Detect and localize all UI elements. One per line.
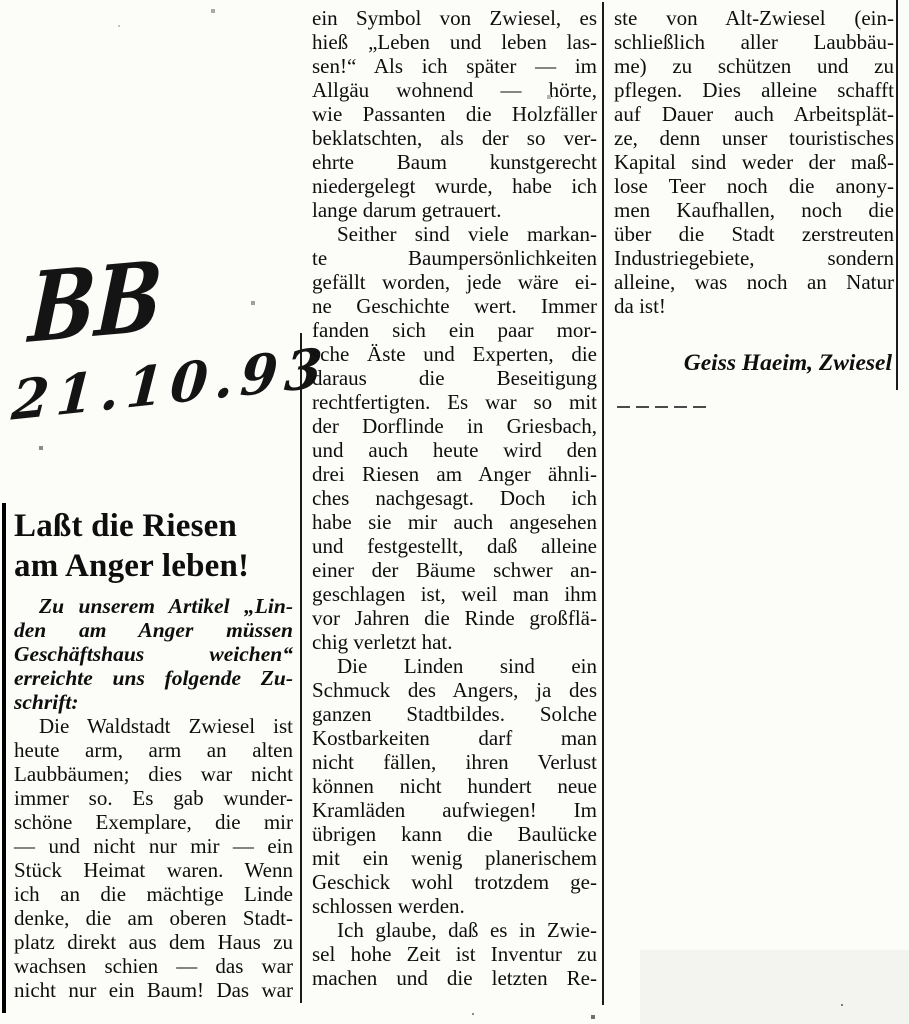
text-line: Laubbäumen; dies war nicht: [14, 762, 293, 786]
text-line: Geschäftshaus weichen“: [14, 642, 293, 666]
text-line: und festgestellt, daß alleine: [312, 534, 597, 558]
text-line: den am Anger müssen: [14, 618, 293, 642]
text-line: heute arm, arm an alten: [14, 738, 293, 762]
text-line: sen!“ Als ich später — im: [312, 54, 597, 78]
text-line: ich an die mächtige Linde: [14, 882, 293, 906]
text-line: te Baumpersönlichkeiten: [312, 246, 597, 270]
text-line: über die Stadt zerstreuten: [614, 222, 894, 246]
article-body-column-1: [14, 714, 293, 1002]
text-line: ne Geschichte wert. Immer: [312, 294, 597, 318]
text-line: immer so. Es gab wunder-: [14, 786, 293, 810]
text-line: Kapital sind weder der maß-: [614, 150, 894, 174]
text-line: geschlagen ist, weil man ihm: [312, 582, 597, 606]
column-divider-1: [300, 333, 302, 1003]
handwritten-date: 21.10.93: [9, 334, 332, 433]
text-line: schließlich aller Laubbäu-: [614, 30, 894, 54]
headline-line-2: am Anger leben!: [14, 548, 250, 584]
column-divider-2: [602, 2, 604, 1005]
article-column-1: [14, 506, 293, 1002]
text-line: chig verletzt hat.: [312, 630, 453, 654]
text-line: ste von Alt-Zwiesel (ein-: [614, 6, 894, 30]
text-line: Schmuck des Angers, ja des: [312, 678, 597, 702]
text-line: der Dorflinde in Griesbach,: [312, 414, 597, 438]
article-headline: [14, 506, 293, 586]
text-line: drei Riesen am Anger ähnli-: [312, 462, 597, 486]
text-line: me) zu schützen und zu: [614, 54, 894, 78]
text-line: wachsen schien — das war: [14, 954, 293, 978]
text-line: Ich glaube, daß es in Zwie-: [337, 918, 597, 942]
scan-shading: [640, 950, 909, 1024]
text-line: platz direkt aus dem Haus zu: [14, 930, 293, 954]
text-line: niedergelegt wurde, habe ich: [312, 174, 597, 198]
text-line: — und nicht nur mir — ein: [14, 834, 293, 858]
right-edge-rule: [896, 0, 898, 390]
text-line: nicht fällen, ihren Verlust: [312, 750, 597, 774]
text-line: Industriegebiete, sondern: [614, 246, 894, 270]
text-line: lange darum getrauert.: [312, 198, 502, 222]
article-lead-paragraph: [14, 594, 293, 714]
text-line: pflegen. Dies alleine schafft: [614, 78, 894, 102]
text-line: sche Äste und Experten, die: [312, 342, 597, 366]
article-signature: Geiss Haeim, Zwiesel: [683, 350, 892, 376]
text-line: schöne Exemplare, die mir: [14, 810, 293, 834]
article-column-2: [312, 6, 597, 990]
text-line: Kramläden aufwiegen! Im: [312, 798, 597, 822]
scan-noise: [0, 0, 2, 2]
left-edge-rule: [2, 503, 6, 1013]
headline-line-1: Laßt die Riesen: [14, 508, 238, 544]
text-line: alleine, was noch an Natur: [614, 270, 894, 294]
text-line: wie Passanten die Holzfäller: [312, 102, 597, 126]
text-line: Seither sind viele markan-: [337, 222, 597, 246]
text-line: sel hohe Zeit ist Inventur zu: [312, 942, 597, 966]
handwritten-initials: BB: [26, 239, 165, 365]
text-line: fanden sich ein paar mor-: [312, 318, 597, 342]
text-line: auf Dauer auch Arbeitsplät-: [614, 102, 894, 126]
text-line: können nicht hundert neue: [312, 774, 597, 798]
text-line: ganzen Stadtbildes. Solche: [312, 702, 597, 726]
text-line: übrigen kann die Baulücke: [312, 822, 597, 846]
text-line: nicht nur ein Baum! Das war: [14, 978, 293, 1002]
text-line: lose Teer noch die anony-: [614, 174, 894, 198]
signature-divider-dashes: [617, 406, 711, 408]
text-line: da ist!: [614, 294, 666, 318]
text-line: rechtfertigten. Es war so mit: [312, 390, 597, 414]
text-line: und auch heute wird den: [312, 438, 597, 462]
text-line: vor Jahren die Rinde großflä-: [312, 606, 597, 630]
text-line: Geschick wohl trotzdem ge-: [312, 870, 597, 894]
text-line: daraus die Beseitigung: [312, 366, 597, 390]
text-line: hieß „Leben und leben las-: [312, 30, 597, 54]
text-line: Die Linden sind ein: [337, 654, 597, 678]
text-line: erreichte uns folgende Zu-: [14, 666, 293, 690]
text-line: einer der Bäume schwer an-: [312, 558, 597, 582]
text-line: gefällt worden, jede wäre ei-: [312, 270, 597, 294]
text-line: schlossen werden.: [312, 894, 465, 918]
text-line: machen und die letzten Re-: [312, 966, 597, 990]
text-line: mit ein wenig planerischem: [312, 846, 597, 870]
text-line: ehrte Baum kunstgerecht: [312, 150, 597, 174]
text-line: men Kaufhallen, noch die: [614, 198, 894, 222]
text-line: beklatschten, als der so ver-: [312, 126, 597, 150]
text-line: ein Symbol von Zwiesel, es: [312, 6, 597, 30]
text-line: schrift:: [14, 690, 79, 714]
text-line: Kostbarkeiten darf man: [312, 726, 597, 750]
text-line: Zu unserem Artikel „Lin-: [39, 594, 293, 618]
text-line: ze, denn unser touristisches: [614, 126, 894, 150]
text-line: habe sie mir auch angesehen: [312, 510, 597, 534]
article-column-3: [614, 6, 894, 318]
text-line: Stück Heimat waren. Wenn: [14, 858, 293, 882]
text-line: Allgäu wohnend — hörte,: [312, 78, 597, 102]
text-line: denke, die am oberen Stadt-: [14, 906, 293, 930]
text-line: ches nachgesagt. Doch ich: [312, 486, 597, 510]
text-line: Die Waldstadt Zwiesel ist: [39, 714, 293, 738]
